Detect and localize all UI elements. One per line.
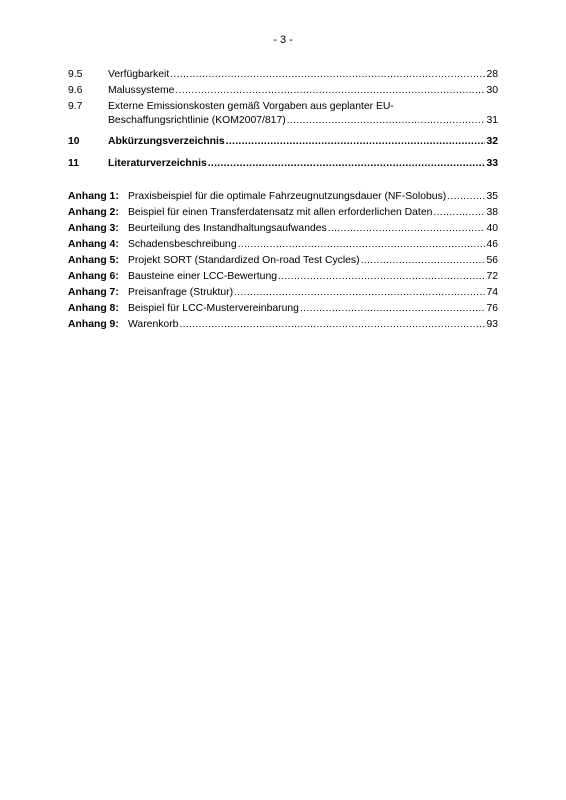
toc-annex-2[interactable]	[68, 206, 498, 219]
toc-title: Literaturverzeichnis	[108, 158, 207, 169]
toc-leader	[278, 270, 485, 283]
annex-label: Anhang 6:	[68, 271, 119, 282]
toc-annex-6[interactable]	[68, 270, 498, 283]
toc-page: 38	[486, 207, 498, 218]
annex-label: Anhang 7:	[68, 287, 119, 298]
toc-title-line1: Externe Emissionskosten gemäß Vorgaben aus geplanter EU-	[108, 101, 394, 112]
toc-number: 9.6	[68, 85, 83, 96]
toc-annex-1[interactable]	[68, 190, 498, 203]
toc-page: 32	[486, 136, 498, 147]
toc-number: 11	[68, 158, 79, 169]
annex-title: Bausteine einer LCC-Bewertung	[128, 271, 278, 282]
toc-number: 9.7	[68, 101, 83, 112]
toc-number: 10	[68, 136, 80, 147]
annex-title: Preisanfrage (Struktur)	[128, 287, 234, 298]
toc-leader	[300, 302, 485, 315]
toc-title: Malussysteme	[108, 85, 175, 96]
toc-title: Abkürzungsverzeichnis	[108, 136, 225, 147]
annex-label: Anhang 8:	[68, 303, 119, 314]
toc-annex-8[interactable]	[68, 302, 498, 315]
toc-leader	[238, 238, 486, 251]
toc-page: 28	[486, 69, 498, 80]
toc-leader	[208, 157, 486, 170]
toc-page: 35	[486, 191, 498, 202]
toc-page: 40	[486, 223, 498, 234]
toc-page: 76	[486, 303, 498, 314]
toc-page: 93	[486, 319, 498, 330]
toc-page: 33	[486, 158, 498, 169]
annex-title: Beispiel für LCC-Mustervereinbarung	[128, 303, 299, 314]
annex-label: Anhang 1:	[68, 191, 119, 202]
annex-title: Projekt SORT (Standardized On-road Test Cycles)	[128, 255, 360, 266]
toc-leader	[328, 222, 486, 235]
annex-title: Beurteilung des Instandhaltungsaufwandes	[128, 223, 327, 234]
toc-title-line2: Beschaffungsrichtlinie (KOM2007/817)	[108, 115, 286, 126]
toc-leader	[361, 254, 486, 267]
toc-page: 56	[486, 255, 498, 266]
annex-title: Praxisbeispiel für die optimale Fahrzeugnutzungsdauer (NF-Solobus)	[128, 191, 447, 202]
annex-label: Anhang 3:	[68, 223, 119, 234]
annex-label: Anhang 5:	[68, 255, 119, 266]
toc-leader	[447, 190, 485, 203]
annex-label: Anhang 2:	[68, 207, 119, 218]
toc-annex-5[interactable]	[68, 254, 498, 267]
annex-title: Beispiel für einen Transferdatensatz mit allen erforderlichen Daten	[128, 207, 433, 218]
toc-leader	[287, 114, 486, 127]
toc-annex-9[interactable]	[68, 318, 498, 331]
toc-title: Verfügbarkeit	[108, 69, 170, 80]
toc-entry-9-7[interactable]	[68, 100, 498, 113]
annex-label: Anhang 4:	[68, 239, 119, 250]
toc-annex-7[interactable]	[68, 286, 498, 299]
annex-title: Warenkorb	[128, 319, 179, 330]
toc-leader	[226, 135, 486, 148]
toc-leader	[175, 84, 485, 97]
toc-page: 31	[486, 115, 498, 126]
toc-entry-9-6[interactable]	[68, 84, 498, 97]
toc-entry-11[interactable]	[68, 157, 498, 170]
toc-leader	[179, 318, 485, 331]
toc-entry-9-7-continuation[interactable]	[108, 114, 498, 127]
annex-title: Schadensbeschreibung	[128, 239, 237, 250]
toc-page: 72	[486, 271, 498, 282]
toc-entry-9-5[interactable]	[68, 68, 498, 81]
toc-page: 74	[486, 287, 498, 298]
toc-number: 9.5	[68, 69, 83, 80]
toc-page: 30	[486, 85, 498, 96]
toc-page: 46	[486, 239, 498, 250]
toc-leader	[170, 68, 485, 81]
page-number: - 3 -	[273, 34, 293, 46]
toc-annex-3[interactable]	[68, 222, 498, 235]
toc-entry-10[interactable]	[68, 135, 498, 148]
toc-leader	[234, 286, 485, 299]
toc-annex-4[interactable]	[68, 238, 498, 251]
annex-label: Anhang 9:	[68, 319, 119, 330]
toc-leader	[433, 206, 485, 219]
